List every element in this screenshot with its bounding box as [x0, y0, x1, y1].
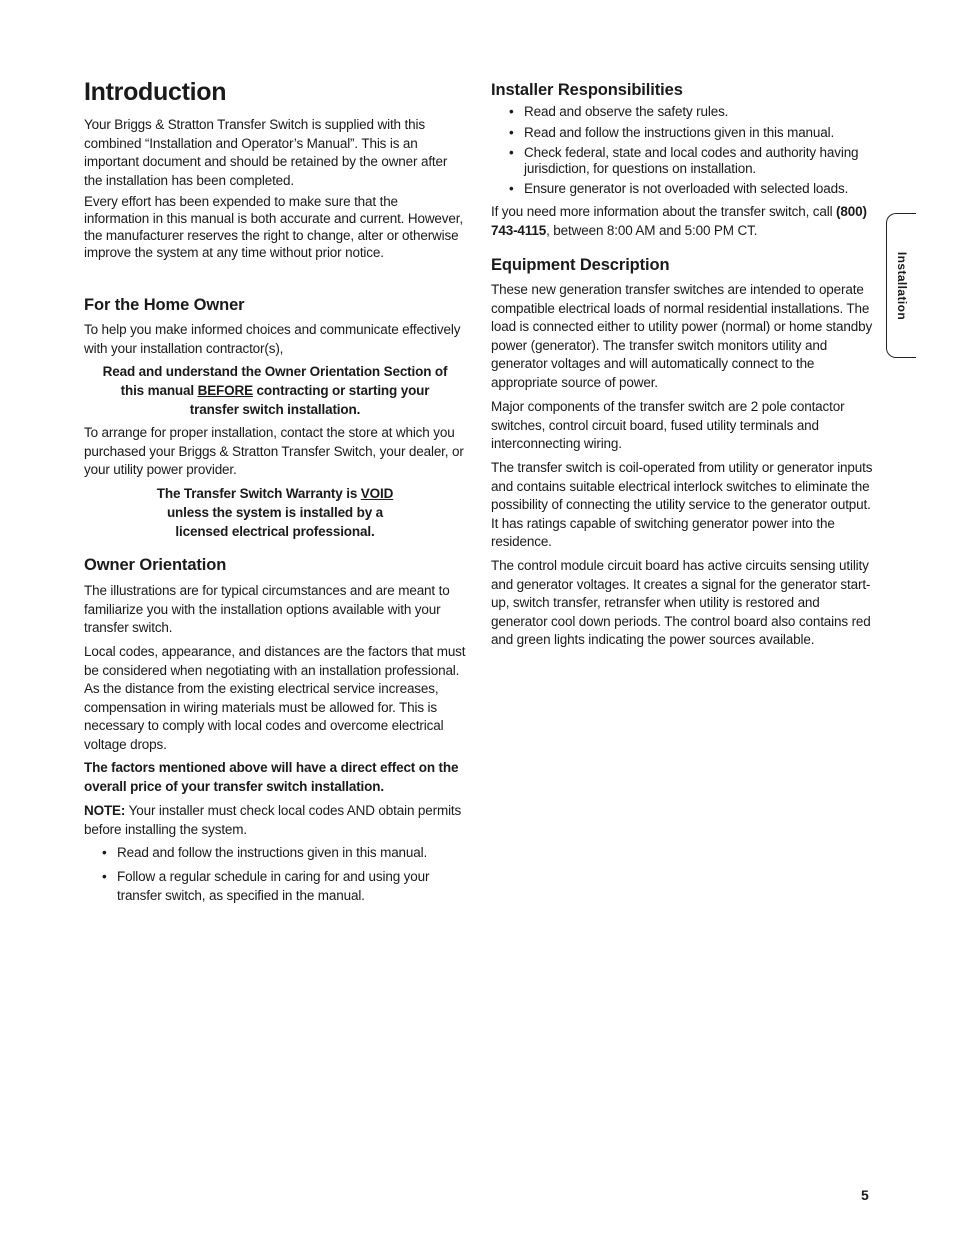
home-owner-paragraph-1: To help you make informed choices and communicate effectively with your installation contractor(s),: [84, 322, 461, 356]
before-emphasis: BEFORE: [197, 383, 253, 398]
intro-paragraph-2: Every effort has been expended to make sure that the information in this manual is both accurate and current. However, the manufacturer reserves the right to change, alter or otherwise improve the system at any time without prior notice.: [84, 194, 463, 260]
section-tab-label: Installation: [894, 251, 909, 320]
page-number: 5: [861, 1187, 869, 1203]
equipment-paragraph-4: The control module circuit board has active circuits sensing utility and generator voltages. It creates a signal for the generator start-up, switch transfer, retransfer when utility is restored and generator cool down periods. The control board also contains red and green lights indicating the power sources available.: [491, 558, 871, 647]
equipment-paragraph-1: These new generation transfer switches are intended to operate compatible electrical loads of normal residential installations. The load is connected either to utility power (normal) or home standby power (generator). The transfer switch monitors utility and generator voltages and will automatically connect to the appropriate source of power.: [491, 282, 873, 390]
note-paragraph: NOTE: Your installer must check local codes AND obtain permits before installing the system.: [84, 803, 462, 837]
phone-number: (800) 743-4115: [491, 204, 867, 238]
section-tab: [886, 213, 916, 358]
list-item: • Read and follow the instructions given in this manual.: [84, 845, 466, 861]
home-owner-paragraph-2: To arrange for proper installation, contact the store at which you purchased your Briggs & Stratton Transfer Switch, your dealer, or your utility power provider.: [84, 425, 464, 477]
orientation-paragraph-2: Local codes, appearance, and distances are the factors that must be considered when negotiating with an installation professional. As the distance from the existing electrical service increases, compensation in wiring materials must be allowed for. This is necessary to comply with local codes and overcome electrical voltage drops.: [84, 644, 466, 752]
void-emphasis: VOID: [360, 486, 394, 501]
orientation-paragraph-1: The illustrations are for typical circumstances and are meant to familiarize you with the installation options available with your transfer switch.: [84, 583, 450, 635]
list-item: • Follow a regular schedule in caring for and using your transfer switch, as specified in the manual.: [84, 868, 466, 905]
list-item: • Read and observe the safety rules.: [491, 104, 873, 120]
contact-paragraph: If you need more information about the transfer switch, call (800) 743-4115, between 8:00 AM and 5:00 PM CT.: [491, 204, 867, 238]
owner-orientation-callout: Read and understand the Owner Orientation Section of this manual BEFORE contracting or starting your transfer switch installation.: [102, 364, 448, 417]
owner-orientation-heading: Owner Orientation: [84, 556, 227, 574]
note-label: NOTE:: [84, 803, 126, 818]
list-item: • Read and follow the instructions given in this manual.: [491, 125, 873, 141]
orientation-bold-statement: The factors mentioned above will have a direct effect on the overall price of your transfer switch installation.: [84, 760, 459, 794]
installer-responsibilities-heading: Installer Responsibilities: [491, 81, 683, 99]
list-item: • Ensure generator is not overloaded with selected loads.: [491, 181, 873, 197]
page-title: Introduction: [84, 78, 227, 106]
equipment-description-heading: Equipment Description: [491, 256, 670, 274]
list-item: • Check federal, state and local codes and authority having jurisdiction, for questions on installation.: [491, 145, 873, 176]
home-owner-heading: For the Home Owner: [84, 296, 245, 314]
warranty-callout: The Transfer Switch Warranty is VOID unless the system is installed by a licensed electrical professional.: [156, 486, 394, 539]
intro-paragraph-1: Your Briggs & Stratton Transfer Switch is supplied with this combined “Installation and Operator’s Manual”. This is an important document and should be retained by the owner after the installation has been completed.: [84, 117, 448, 188]
equipment-paragraph-3: The transfer switch is coil-operated from utility or generator inputs and contains suitable electrical interlock switches to eliminate the possibility of connecting the utility service to the generator output. It has ratings capable of switching generator power into the residence.: [491, 460, 873, 549]
equipment-paragraph-2: Major components of the transfer switch are 2 pole contactor switches, control circuit board, fused utility terminals and interconnecting wiring.: [491, 399, 845, 451]
